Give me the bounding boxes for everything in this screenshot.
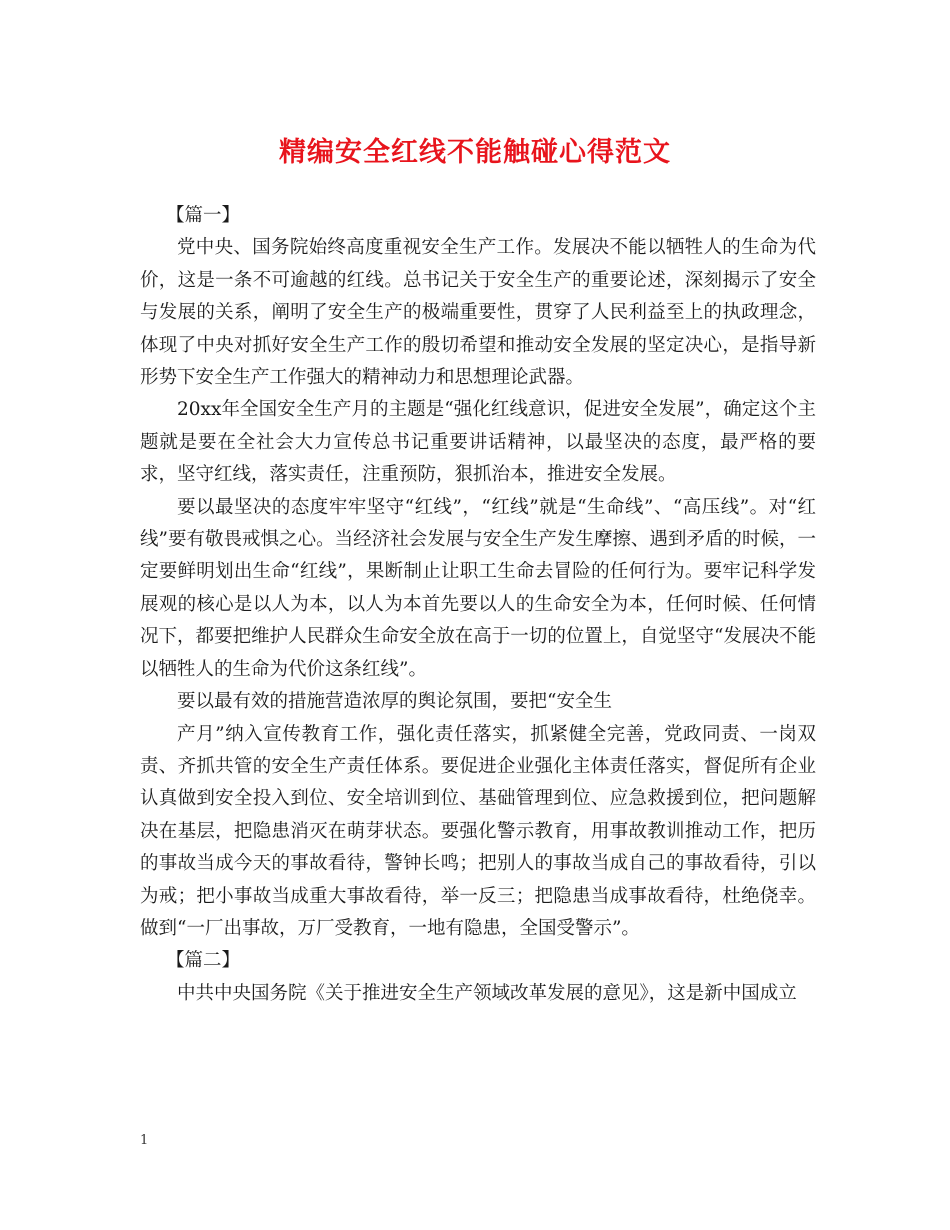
paragraph: 要以最有效的措施营造浓厚的舆论氛围，要把“安全生 <box>177 691 612 713</box>
page-title: 精编安全红线不能触碰心得范文 <box>279 137 671 168</box>
paragraph: 要以最坚决的态度牢牢坚守“红线”，“红线”就是“生命线”、“高压线”。对“红线”要有敬畏戒惧之心。当经济社会发展与安全生产发生摩擦、遇到矛盾的时候，一定要鲜明划出生命“红线”，果断制止让职工生命去冒险的任何行为。要牢记科学发展观的核心是以人为本，以人为本首先要以人的生命安全为本，任何时候、任何情况下，都要把维护人民群众生命安全放在高于一切的位置上，自觉坚守“发展决不能以牺牲人的生命为代价这条红线”。 <box>140 496 816 680</box>
section-heading: 【篇二】 <box>166 950 241 972</box>
page-number: 1 <box>140 1133 149 1148</box>
paragraph: 20xx年全国安全生产月的主题是“强化红线意识，促进安全发展”，确定这个主题就是要在全社会大力宣传总书记重要讲话精神，以最坚决的态度，最严格的要求，坚守红线，落实责任，注重预防，狠抓治本，推进安全发展。 <box>140 399 816 486</box>
paragraph: 党中央、国务院始终高度重视安全生产工作。发展决不能以牺牲人的生命为代价，这是一条不可逾越的红线。总书记关于安全生产的重要论述，深刻揭示了安全与发展的关系，阐明了安全生产的极端重要性，贯穿了人民利益至上的执政理念，体现了中央对抓好安全生产工作的殷切希望和推动安全发展的坚定决心，是指导新形势下安全生产工作强大的精神动力和思想理论武器。 <box>140 237 816 389</box>
paragraph: 产月”纳入宣传教育工作，强化责任落实，抓紧健全完善，党政同责、一岗双责、齐抓共管的安全生产责任体系。要促进企业强化主体责任落实，督促所有企业认真做到安全投入到位、安全培训到位、基础管理到位、应急救援到位，把问题解决在基层，把隐患消灭在萌芽状态。要强化警示教育，用事故教训推动工作，把历的事故当成今天的事故看待，警钟长鸣；把别人的事故当成自己的事故看待，引以为戒；把小事故当成重大事故看待，举一反三；把隐患当成事故看待，杜绝侥幸。做到“一厂出事故，万厂受教育，一地有隐患，全国受警示”。 <box>140 723 816 939</box>
section-heading: 【篇一】 <box>166 205 241 226</box>
document-body <box>140 200 816 1010</box>
paragraph: 中共中央国务院《关于推进安全生产领域改革发展的意见》，这是新中国成立 <box>177 982 797 1004</box>
